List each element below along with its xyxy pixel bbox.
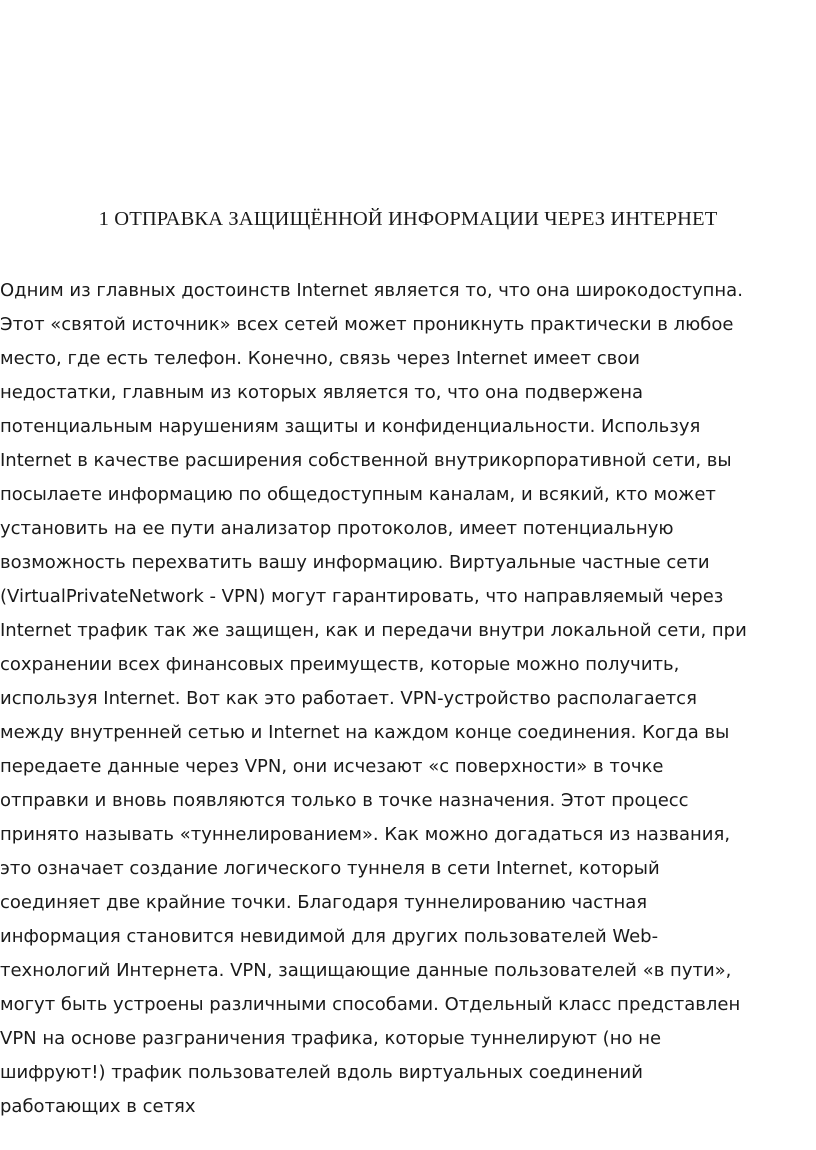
paragraph-line: недостатки, главным из которых является то, что она подвержена (0, 382, 644, 403)
paragraph-line: сохранении всех финансовых преимуществ, которые можно получить, (0, 654, 680, 675)
paragraph-line: Одним из главных достоинств Internet является то, что она широкодоступна. (0, 280, 743, 301)
paragraph-line: отправки и вновь появляются только в точке назначения. Этот процесс (0, 790, 689, 811)
paragraph-line: шифруют!) трафик пользователей вдоль виртуальных соединений (0, 1062, 643, 1083)
paragraph-line: Internet в качестве расширения собственной внутрикорпоративной сети, вы (0, 450, 732, 471)
paragraph-line: VPN на основе разграничения трафика, которые туннелируют (но не (0, 1028, 662, 1049)
paragraph-line: возможность перехватить вашу информацию. Виртуальные частные сети (0, 552, 710, 573)
paragraph-line: передаете данные через VPN, они исчезают «с поверхности» в точке (0, 756, 664, 777)
paragraph-line: используя Internet. Вот как это работает. VPN-устройство располагается (0, 688, 697, 709)
paragraph-line: установить на ее пути анализатор протоколов, имеет потенциальную (0, 518, 674, 539)
paragraph-line: посылаете информацию по общедоступным каналам, и всякий, кто может (0, 484, 716, 505)
paragraph-line: технологий Интернета. VPN, защищающие данные пользователей «в пути», (0, 960, 732, 981)
paragraph-line: потенциальным нарушениям защиты и конфиденциальности. Используя (0, 416, 701, 437)
paragraph-line: могут быть устроены различными способами. Отдельный класс представлен (0, 994, 741, 1015)
paragraph-line: место, где есть телефон. Конечно, связь через Internet имеет свои (0, 348, 641, 369)
paragraph-line: соединяет две крайние точки. Благодаря туннелированию частная (0, 892, 648, 913)
paragraph-line: информация становится невидимой для других пользователей Web- (0, 926, 659, 947)
section-heading: 1 ОТПРАВКА ЗАЩИЩЁННОЙ ИНФОРМАЦИИ ЧЕРЕЗ ИНТЕРНЕТ (98, 208, 718, 230)
paragraph-line: это означает создание логического туннеля в сети Internet, который (0, 858, 660, 879)
paragraph-line: между внутренней сетью и Internet на каждом конце соединения. Когда вы (0, 722, 730, 743)
paragraph-line: Internet трафик так же защищен, как и передачи внутри локальной сети, при (0, 620, 747, 641)
paragraph-line: (VirtualPrivateNetwork - VPN) могут гарантировать, что направляемый через (0, 586, 724, 607)
paragraph-line: принято называть «туннелированием». Как можно догадаться из названия, (0, 824, 731, 845)
paragraph-line: Этот «святой источник» всех сетей может проникнуть практически в любое (0, 314, 734, 335)
body-paragraph (0, 274, 816, 1124)
paragraph-line: работающих в сетях (0, 1096, 196, 1117)
